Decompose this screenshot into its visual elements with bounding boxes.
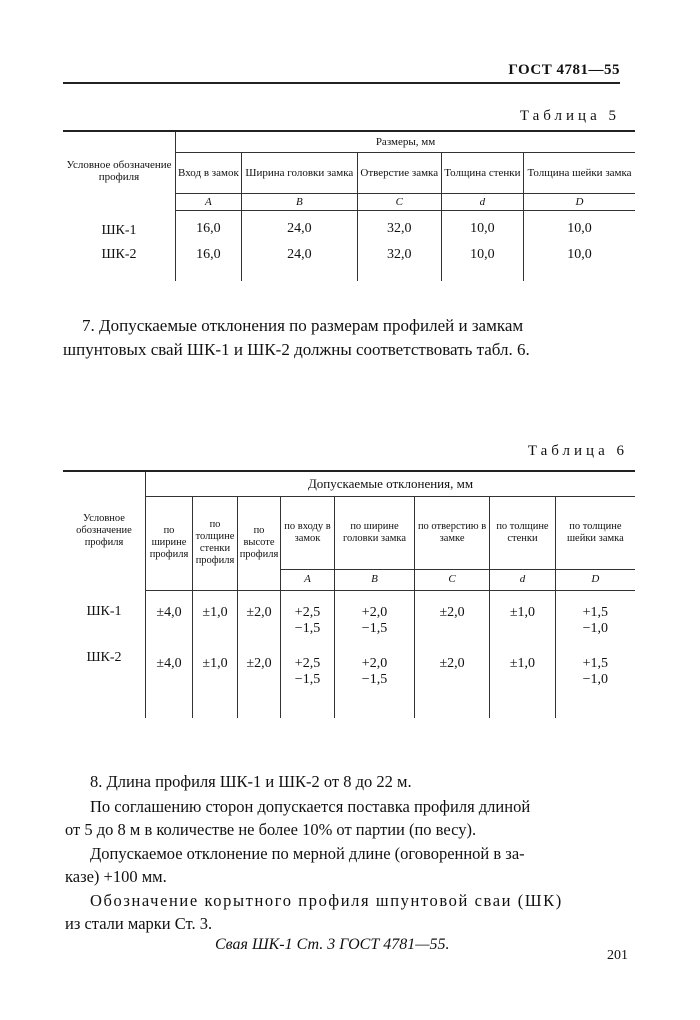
table5-profile: ШК-1 xyxy=(101,223,137,239)
table6-col-header: по ширине профиля xyxy=(146,497,193,591)
paragraph-8-line-6: Обозначение корытного профиля шпунтовой сваи (ШК) xyxy=(90,891,563,910)
table6-col-header: по ширине головки замка xyxy=(335,497,415,570)
table5-row-header: Условное обозначение профиля xyxy=(66,158,172,184)
paragraph-7-line-1: 7. Допускаемые отклонения по размерам профилей и замкам xyxy=(82,316,524,335)
plus-value: +1,5 xyxy=(582,604,609,620)
paragraph-7-line-2: шпунтовых свай ШК-1 и ШК-2 должны соответствовать табл. 6. xyxy=(63,340,530,359)
table5-col-header: Толщина шейки замка xyxy=(524,153,635,194)
paragraph-8-line-2: По соглашению сторон допускается поставка профиля длиной xyxy=(90,797,531,816)
table-row xyxy=(63,211,635,247)
table6-col-letter: D xyxy=(555,569,635,590)
header-rule xyxy=(63,82,620,84)
minus-value: −1,5 xyxy=(294,672,321,688)
table5-col-letter: D xyxy=(524,194,635,211)
table-row xyxy=(63,646,635,718)
table5-cell: 10,0 xyxy=(441,247,523,281)
table6-col-header: по толщине стенки xyxy=(490,497,556,570)
table5-cell: 16,0 xyxy=(176,211,242,247)
minus-value: −1,5 xyxy=(294,620,321,636)
table5-cell: 10,0 xyxy=(524,211,635,247)
table6-col-letter: d xyxy=(490,569,556,590)
table6-cell xyxy=(281,590,335,646)
table6-cell: ±2,0 xyxy=(238,590,281,646)
table5-profile: ШК-2 xyxy=(101,246,137,262)
table6-col-header: по толщине стенки профиля xyxy=(193,497,238,591)
table6-col-header: по толщине шейки замка xyxy=(555,497,635,570)
table5-col-header: Ширина головки замка xyxy=(241,153,357,194)
table5-col-header: Толщина стенки xyxy=(441,153,523,194)
table5-col-letter: B xyxy=(241,194,357,211)
table6-row-header: Условное обозначение профиля xyxy=(76,512,132,549)
table6-profile: ШК-2 xyxy=(86,650,122,665)
minus-value: −1,5 xyxy=(361,672,388,688)
document-code: ГОСТ 4781—55 xyxy=(508,62,620,78)
plus-value: +2,5 xyxy=(294,656,321,671)
table5-col-header: Вход в замок xyxy=(176,153,242,194)
paragraph-8-line-3: от 5 до 8 м в количестве не более 10% от партии (по весу). xyxy=(65,820,477,839)
table5-cell: 32,0 xyxy=(357,247,441,281)
minus-value: −1,0 xyxy=(582,672,609,688)
table6-cell: ±1,0 xyxy=(490,590,556,646)
table6-col-header: по входу в замок xyxy=(281,497,335,570)
table5-caption: Таблица 5 xyxy=(519,108,620,124)
table-6 xyxy=(63,470,635,718)
table6-cell: ±1,0 xyxy=(490,646,556,718)
paragraph-8-line-1: 8. Длина профиля ШК-1 и ШК-2 от 8 до 22 м. xyxy=(90,772,412,791)
table5-col-header: Отверстие замка xyxy=(357,153,441,194)
paragraph-8-line-4: Допускаемое отклонение по мерной длине (оговоренной в за- xyxy=(90,844,525,863)
table6-cell xyxy=(555,646,635,718)
table6-col-header: по высоте профиля xyxy=(238,497,281,591)
table6-cell: ±4,0 xyxy=(146,646,193,718)
table-row xyxy=(63,247,635,281)
table6-caption: Таблица 6 xyxy=(527,443,628,459)
minus-value: −1,0 xyxy=(582,620,609,636)
table5-col-letter: A xyxy=(176,194,242,211)
table6-col-letter: B xyxy=(335,569,415,590)
page-number: 201 xyxy=(607,948,628,963)
table6-col-letter: C xyxy=(414,569,489,590)
table5-col-letter: d xyxy=(441,194,523,211)
table6-cell: ±2,0 xyxy=(238,646,281,718)
table-row xyxy=(63,590,635,646)
table5-cell: 16,0 xyxy=(176,247,242,281)
paragraph-8-line-7: из стали марки Ст. 3. xyxy=(65,914,213,933)
table5-cell: 24,0 xyxy=(241,247,357,281)
table-5 xyxy=(63,130,635,281)
table5-cell: 24,0 xyxy=(241,211,357,247)
table6-group-header: Допускаемые отклонения, мм xyxy=(146,471,636,497)
table6-cell xyxy=(555,590,635,646)
paragraph-8-line-5: казе) +100 мм. xyxy=(65,867,167,886)
table6-col-header: по отверстию в замке xyxy=(414,497,489,570)
table5-group-header: Размеры, мм xyxy=(176,131,636,153)
table6-cell xyxy=(281,646,335,718)
table6-cell xyxy=(335,590,415,646)
plus-value: +2,0 xyxy=(361,656,388,671)
designation-example: Свая ШК-1 Ст. 3 ГОСТ 4781—55. xyxy=(215,936,450,953)
table6-cell: ±2,0 xyxy=(414,590,489,646)
minus-value: −1,5 xyxy=(361,620,388,636)
plus-value: +2,5 xyxy=(294,604,321,620)
table5-cell: 10,0 xyxy=(441,211,523,247)
table5-cell: 10,0 xyxy=(524,247,635,281)
table5-col-letter: C xyxy=(357,194,441,211)
table6-cell xyxy=(335,646,415,718)
table5-cell: 32,0 xyxy=(357,211,441,247)
table6-cell: ±2,0 xyxy=(414,646,489,718)
plus-value: +1,5 xyxy=(582,656,609,671)
plus-value: +2,0 xyxy=(361,604,388,620)
table6-cell: ±1,0 xyxy=(193,590,238,646)
table6-col-letter: A xyxy=(281,569,335,590)
table6-cell: ±4,0 xyxy=(146,590,193,646)
table6-cell: ±1,0 xyxy=(193,646,238,718)
table6-profile: ШК-1 xyxy=(86,604,122,619)
